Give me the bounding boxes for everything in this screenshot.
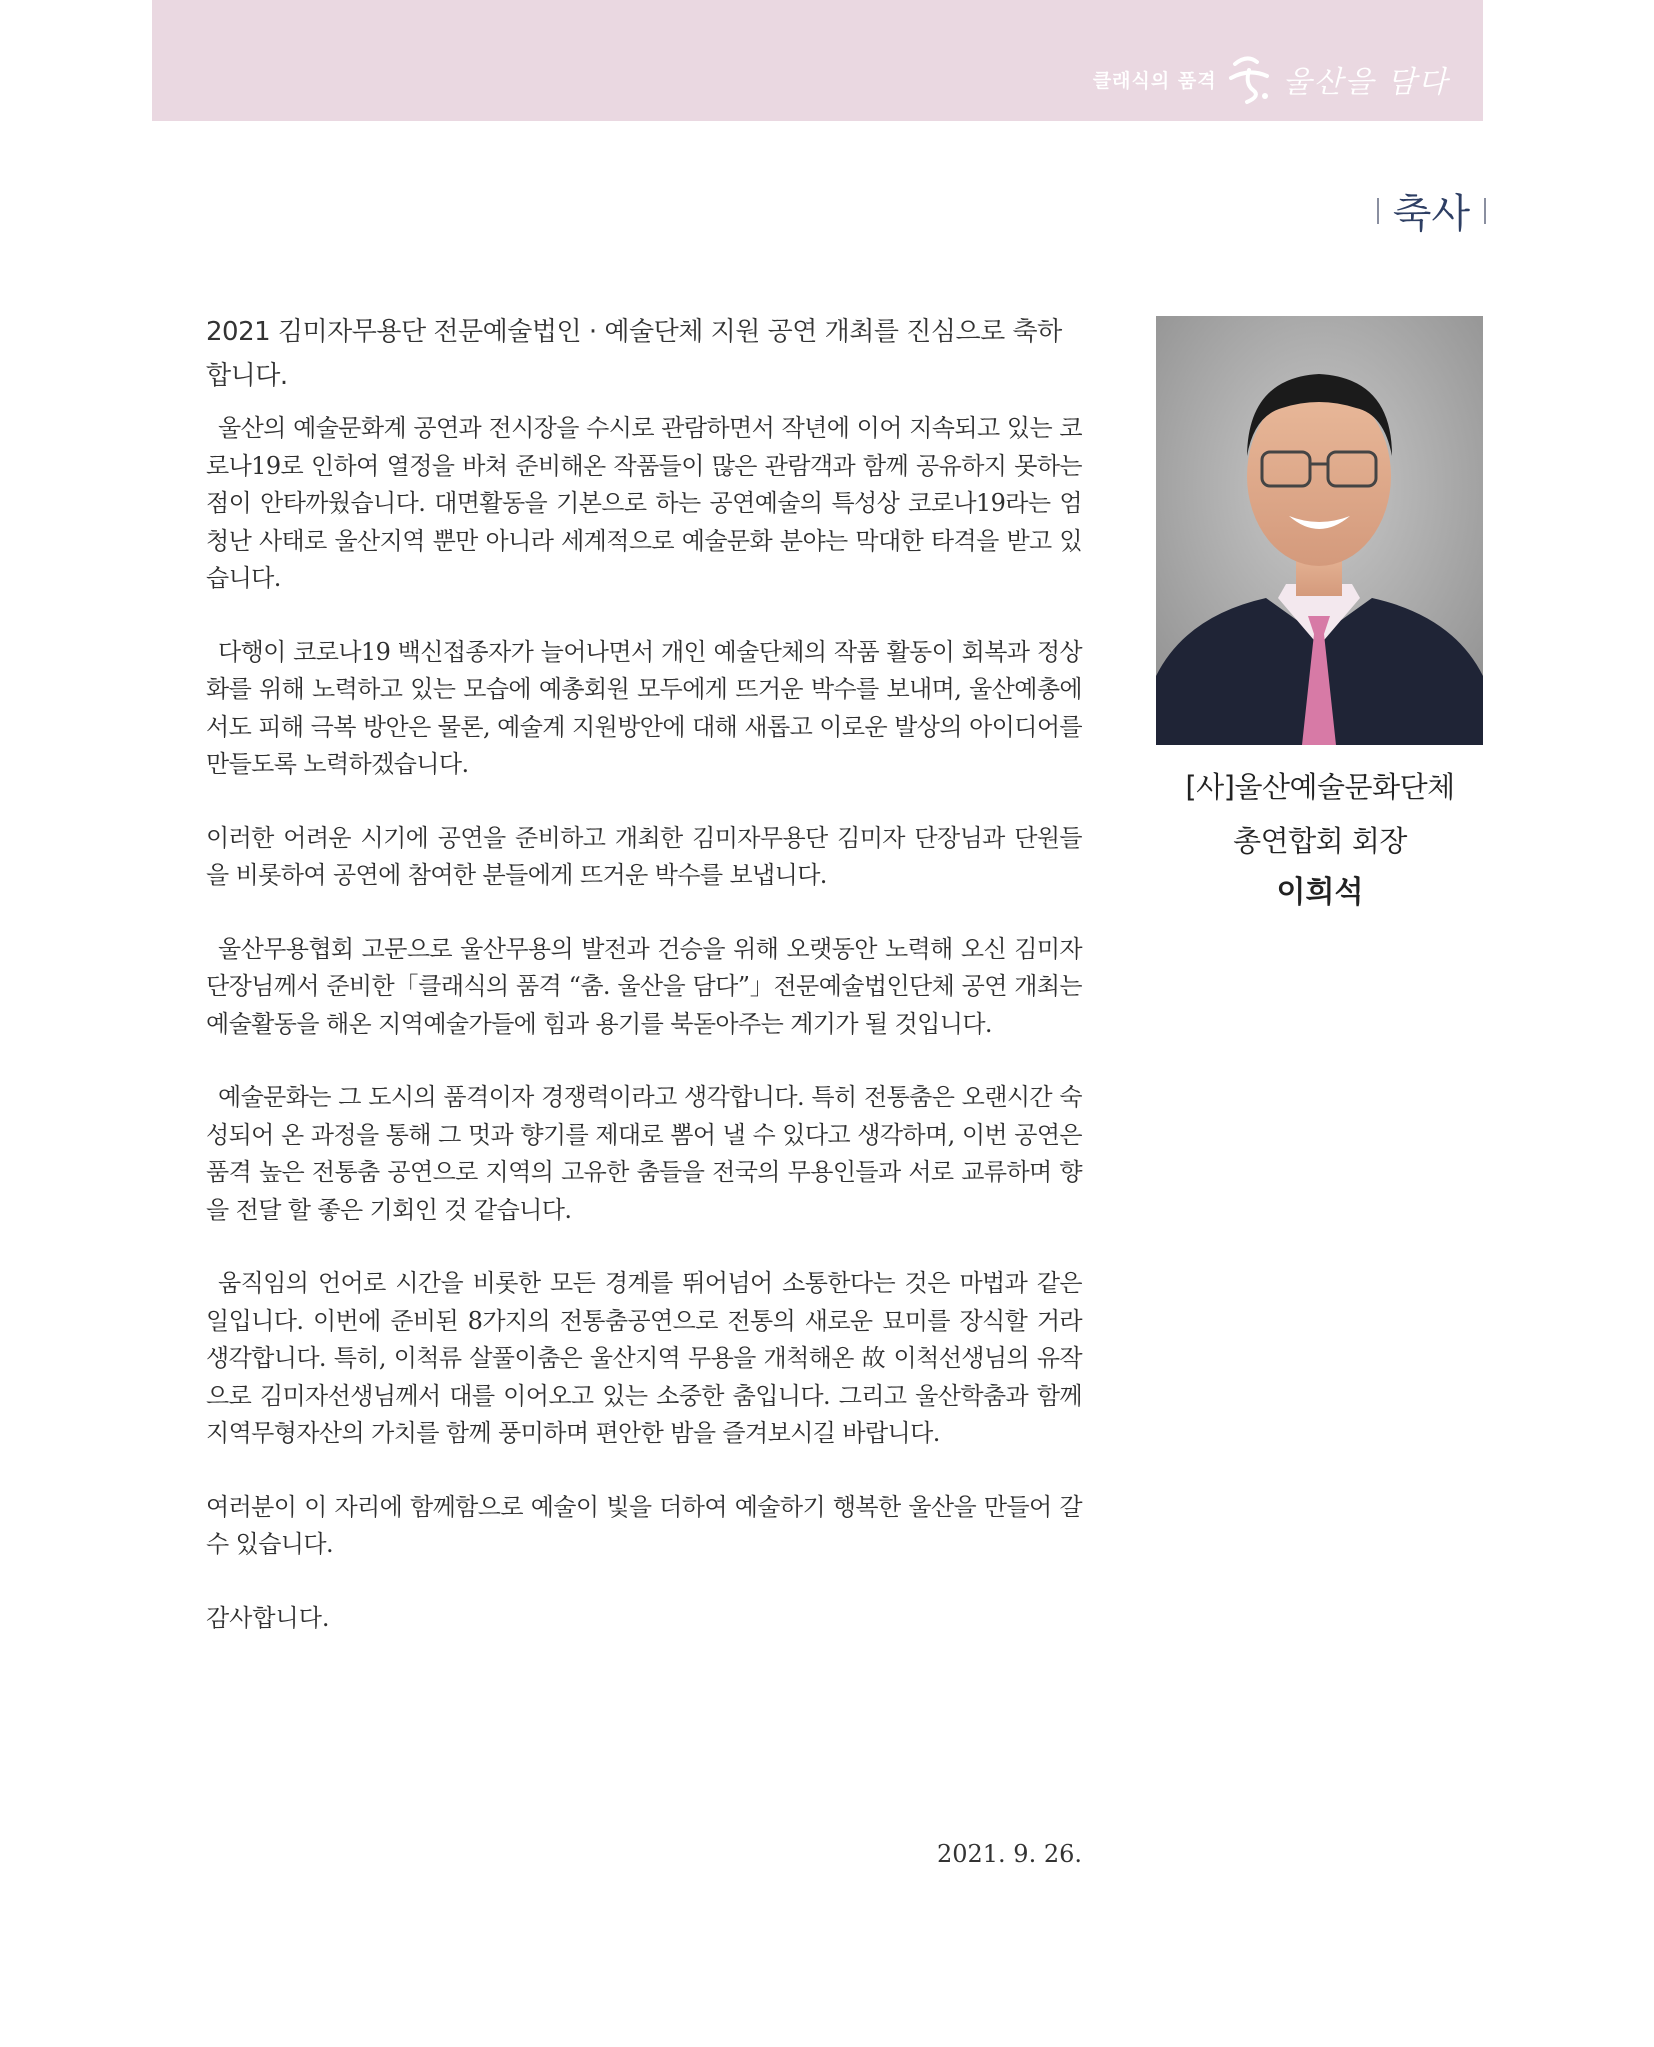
- author-name: 이희석: [1276, 875, 1364, 910]
- brand-subtitle: 클래식의 품격: [1092, 69, 1217, 92]
- closing-text: 감사합니다.: [206, 1603, 330, 1632]
- header-band: [152, 0, 1483, 121]
- section-title: 축사: [1392, 191, 1470, 237]
- paragraph: 다행이 코로나19 백신접종자가 늘어나면서 개인 예술단체의 작품 활동이 회복과 정상화를 위해 노력하고 있는 모습에 예총회원 모두에게 뜨거운 박수를 보내며, 울산예총에서도 피해 극복 방안은 물론, 예술계 지원방안에 대해 새롭고 이로운 발상의 아이디어를 만들도록 노력하겠습니다.: [206, 637, 1082, 778]
- section-label: [1377, 182, 1486, 239]
- paragraph: 예술문화는 그 도시의 품격이자 경쟁력이라고 생각합니다. 특히 전통춤은 오랜시간 숙성되어 온 과정을 통해 그 멋과 향기를 제대로 뽐어 낼 수 있다고 생각하며, 이번 공연은 품격 높은 전통춤 공연으로 지역의 고유한 춤들을 전국의 무용인들과 서로 교류하며 향을 전달 할 좋은 기회인 것 같습니다.: [206, 1083, 1082, 1224]
- date: 2021. 9. 26.: [936, 1840, 1082, 1868]
- author-caption: [1140, 760, 1500, 918]
- speech-body: [206, 310, 1082, 1637]
- divider: [1484, 198, 1486, 224]
- paragraph: 움직임의 언어로 시간을 비롯한 모든 경계를 뛰어넘어 소통한다는 것은 마법과 같은 일입니다. 이번에 준비된 8가지의 전통춤공연으로 전통의 새로운 묘미를 장식할 거라 생각합니다. 특히, 이척류 살풀이춤은 울산지역 무용을 개척해온 故 이척선생님의 유작으로 김미자선생님께서 대를 이어오고 있는 소중한 춤입니다. 그리고 울산학춤과 함께 지역무형자산의 가치를 함께 풍미하며 편안한 밤을 즐겨보시길 바랍니다.: [206, 1269, 1082, 1447]
- paragraph: 울산의 예술문화계 공연과 전시장을 수시로 관람하면서 작년에 이어 지속되고 있는 코로나19로 인하여 열정을 바쳐 준비해온 작품들이 많은 관람객과 함께 공유하지 못하는 점이 안타까웠습니다. 대면활동을 기본으로 하는 공연예술의 특성상 코로나19라는 엄청난 사태로 울산지역 뿐만 아니라 세계적으로 예술문화 분야는 막대한 타격을 받고 있습니다.: [206, 414, 1082, 592]
- divider: [1377, 198, 1379, 224]
- brand-logo: [1093, 52, 1449, 106]
- author-position: 총연합회 회장: [1233, 824, 1407, 858]
- paragraph: 여러분이 이 자리에 함께함으로 예술이 빛을 더하여 예술하기 행복한 울산을 만들어 갈 수 있습니다.: [206, 1492, 1082, 1558]
- paragraph: 울산무용협회 고문으로 울산무용의 발전과 건승을 위해 오랫동안 노력해 오신 김미자 단장님께서 준비한「클래식의 품격 “춤. 울산을 담다”」전문예술법인단체 공연 개최는 예술활동을 해온 지역예술가들에 힘과 용기를 북돋아주는 계기가 될 것입니다.: [206, 934, 1082, 1038]
- author-organization: [사]울산예술문화단체: [1185, 770, 1455, 804]
- author-portrait: [1156, 316, 1483, 745]
- paragraph: 이러한 어려운 시기에 공연을 준비하고 개최한 김미자무용단 김미자 단장님과 단원들을 비롯하여 공연에 참여한 분들에게 뜨거운 박수를 보냅니다.: [206, 823, 1082, 889]
- dance-calligraphy-icon: [1227, 52, 1273, 106]
- brand-title: 울산을 담다: [1282, 65, 1449, 100]
- intro-heading: 2021 김미자무용단 전문예술법인 · 예술단체 지원 공연 개최를 진심으로 축하합니다.: [206, 317, 1062, 391]
